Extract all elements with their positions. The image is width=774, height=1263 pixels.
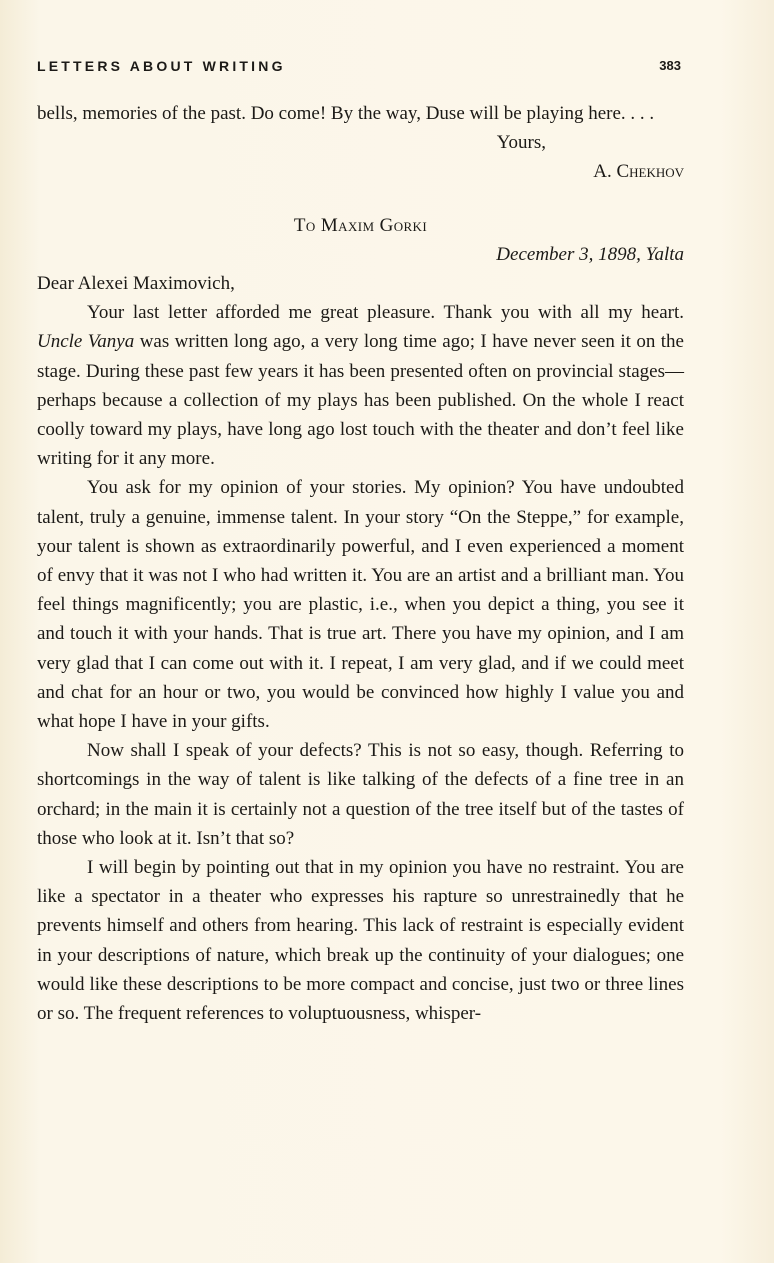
page-number: 383 (659, 58, 681, 73)
paragraph-3: Now shall I speak of your defects? This is not so easy, though. Referring to shortcomings in the way of talent is like talking of the defects of a fine tree in an orchard; in the main it is certainly not a question of the tree itself but of the tastes of those who look at it. Isn’t that so? (37, 740, 684, 849)
paragraph-1-text-a: Your last letter afforded me great pleasure. Thank you with all my heart. (87, 302, 684, 324)
letter-closing: Yours, (496, 132, 546, 154)
play-title: Uncle Vanya (37, 331, 135, 353)
continuation-paragraph: bells, memories of the past. Do come! By the way, Duse will be playing here. . . . (37, 103, 655, 124)
paragraph-1-text-b: was written long ago, a very long time ago; I have never seen it on the stage. During these past few years it has been presented often on provincial stages—perhaps because a collection of my plays has been published. On the whole I react coolly toward my plays, have long ago lost touch with the theater and don’t feel like writing for it any more. (37, 331, 684, 470)
salutation: Dear Alexei Maximovich, (37, 273, 235, 295)
signature: A. Chekhov (593, 161, 684, 183)
letter-dateline: December 3, 1898, Yalta (496, 243, 684, 265)
letter-heading: To Maxim Gorki (293, 214, 428, 236)
running-head (37, 58, 681, 78)
paragraph-2: You ask for my opinion of your stories. My opinion? You have undoubted talent, truly a genuine, immense talent. In your story “On the Steppe,” for example, your talent is shown as extraordinarily powerful, and I even experienced a moment of envy that it was not I who had written it. You are an artist and a brilliant man. You feel things magnificently; you are plastic, i.e., when you depict a thing, you see it and touch it with your hands. That is true art. There you have my opinion, and I am very glad that I can come out with it. I repeat, I am very glad, and if we could meet and chat for an hour or two, you would be convinced how highly I value you and what hope I have in your gifts. (37, 477, 684, 733)
paragraph-4: I will begin by pointing out that in my opinion you have no restraint. You are like a spectator in a theater who expresses his rapture so unrestrainedly that he prevents himself and others from hearing. This lack of restraint is especially evident in your descriptions of nature, which break up the continuity of your dialogues; one would like these descriptions to be more compact and concise, just two or three lines or so. The frequent references to voluptuousness, whisper- (37, 857, 684, 1025)
running-title: LETTERS ABOUT WRITING (37, 58, 286, 74)
page-body (37, 99, 684, 1028)
paragraph-1 (37, 298, 684, 473)
